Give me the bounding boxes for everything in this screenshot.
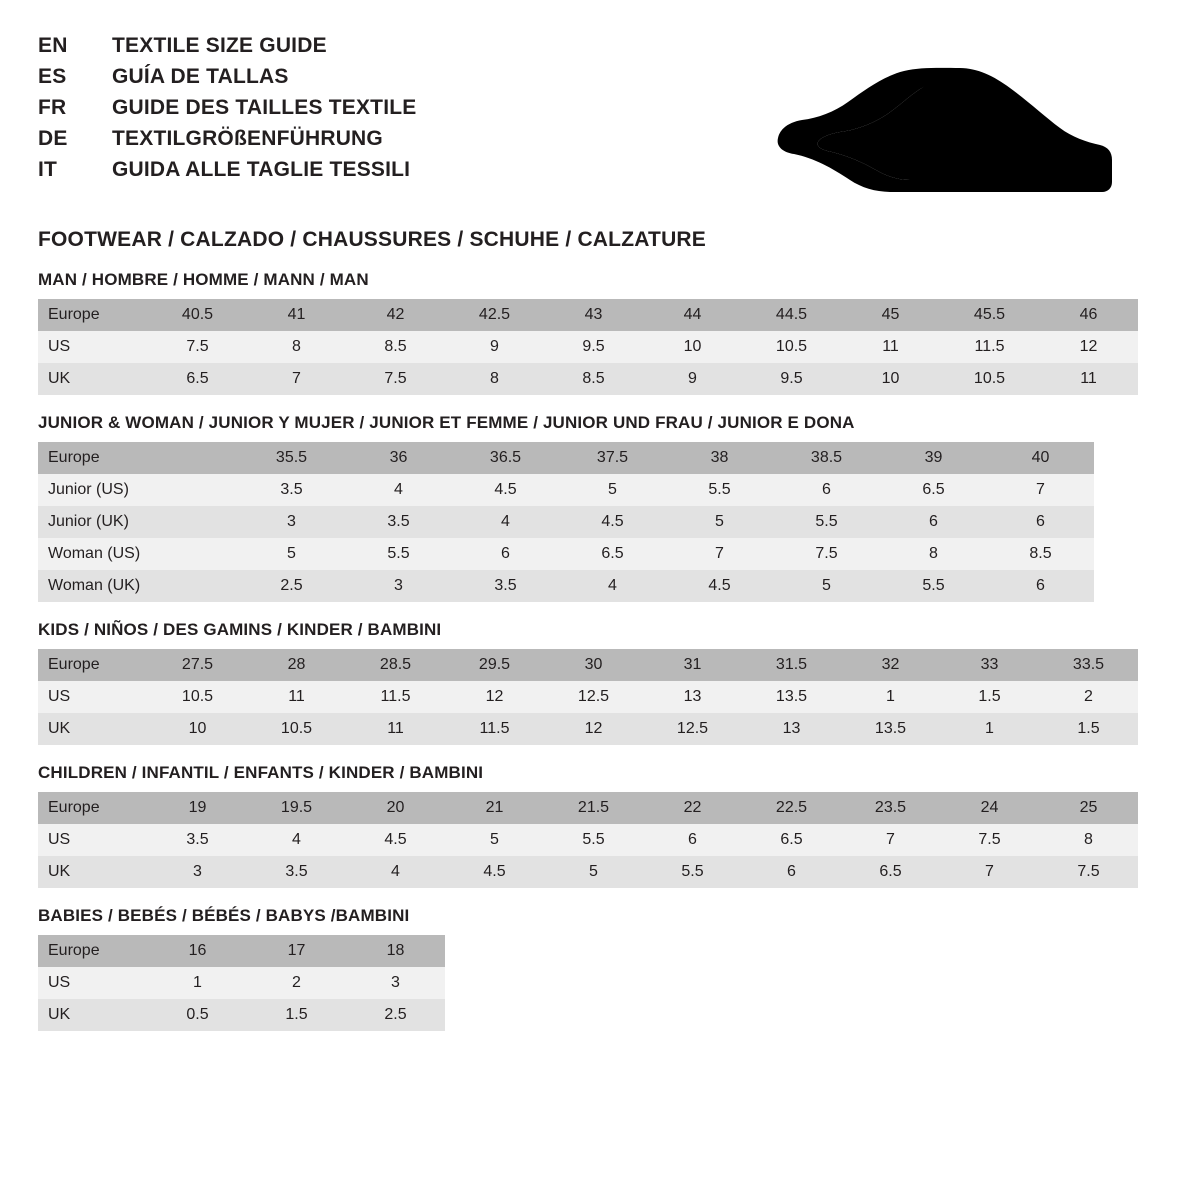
size-cell: 7 bbox=[987, 474, 1094, 506]
language-row bbox=[38, 96, 416, 127]
size-cell: 3.5 bbox=[247, 856, 346, 888]
size-cell: 38.5 bbox=[773, 442, 880, 474]
language-code: EN bbox=[38, 34, 68, 57]
language-title: GUIDE DES TAILLES TEXTILE bbox=[112, 96, 417, 119]
size-cell: 5 bbox=[445, 824, 544, 856]
row-label: Junior (UK) bbox=[38, 506, 238, 538]
language-row bbox=[38, 158, 416, 189]
size-cell: 7.5 bbox=[940, 824, 1039, 856]
size-cell: 10.5 bbox=[148, 681, 247, 713]
row-label: US bbox=[38, 331, 148, 363]
size-table bbox=[38, 299, 1138, 395]
size-cell: 5 bbox=[559, 474, 666, 506]
size-cell: 44 bbox=[643, 299, 742, 331]
size-cell: 40 bbox=[987, 442, 1094, 474]
size-cell: 2.5 bbox=[238, 570, 345, 602]
size-cell: 3 bbox=[346, 967, 445, 999]
table-row bbox=[38, 442, 1094, 474]
language-code: IT bbox=[38, 158, 58, 181]
size-table-title: CHILDREN / INFANTIL / ENFANTS / KINDER / BAMBINI bbox=[38, 763, 484, 782]
table-row bbox=[38, 474, 1094, 506]
size-cell: 1.5 bbox=[247, 999, 346, 1031]
size-cell: 7 bbox=[666, 538, 773, 570]
size-cell: 28.5 bbox=[346, 649, 445, 681]
size-cell: 6.5 bbox=[559, 538, 666, 570]
row-label: Europe bbox=[38, 792, 148, 824]
size-table-block bbox=[38, 413, 1162, 602]
table-row bbox=[38, 935, 445, 967]
size-cell: 6.5 bbox=[880, 474, 987, 506]
size-cell: 30 bbox=[544, 649, 643, 681]
size-cell: 24 bbox=[940, 792, 1039, 824]
size-table-block bbox=[38, 906, 1162, 1031]
size-cell: 13 bbox=[643, 681, 742, 713]
table-row bbox=[38, 856, 1138, 888]
size-cell: 4.5 bbox=[559, 506, 666, 538]
size-cell: 18 bbox=[346, 935, 445, 967]
size-cell: 5.5 bbox=[643, 856, 742, 888]
size-cell: 9 bbox=[643, 363, 742, 395]
size-cell: 27.5 bbox=[148, 649, 247, 681]
size-table-title: JUNIOR & WOMAN / JUNIOR Y MUJER / JUNIOR ET FEMME / JUNIOR UND FRAU / JUNIOR E DONA bbox=[38, 413, 855, 432]
size-cell: 8 bbox=[1039, 824, 1138, 856]
size-cell: 8 bbox=[880, 538, 987, 570]
size-cell: 31.5 bbox=[742, 649, 841, 681]
size-table-block bbox=[38, 763, 1162, 888]
size-cell: 6.5 bbox=[148, 363, 247, 395]
size-cell: 42.5 bbox=[445, 299, 544, 331]
size-cell: 1 bbox=[841, 681, 940, 713]
size-cell: 39 bbox=[880, 442, 987, 474]
size-cell: 10 bbox=[841, 363, 940, 395]
size-cell: 37.5 bbox=[559, 442, 666, 474]
size-table bbox=[38, 442, 1094, 602]
size-cell: 6 bbox=[742, 856, 841, 888]
size-cell: 6 bbox=[773, 474, 880, 506]
size-cell: 36 bbox=[345, 442, 452, 474]
size-cell: 9.5 bbox=[544, 331, 643, 363]
size-cell: 12 bbox=[445, 681, 544, 713]
size-cell: 19 bbox=[148, 792, 247, 824]
size-cell: 4.5 bbox=[666, 570, 773, 602]
size-cell: 12.5 bbox=[643, 713, 742, 745]
language-code: DE bbox=[38, 127, 68, 150]
size-cell: 7.5 bbox=[1039, 856, 1138, 888]
size-cell: 8.5 bbox=[987, 538, 1094, 570]
table-row bbox=[38, 331, 1138, 363]
dress-shoe-icon bbox=[772, 62, 1132, 202]
size-cell: 4 bbox=[345, 474, 452, 506]
language-code: ES bbox=[38, 65, 67, 88]
size-cell: 11 bbox=[346, 713, 445, 745]
size-cell: 13.5 bbox=[841, 713, 940, 745]
size-cell: 8.5 bbox=[544, 363, 643, 395]
size-cell: 12.5 bbox=[544, 681, 643, 713]
size-cell: 3.5 bbox=[452, 570, 559, 602]
size-cell: 43 bbox=[544, 299, 643, 331]
size-cell: 33.5 bbox=[1039, 649, 1138, 681]
table-row bbox=[38, 999, 445, 1031]
size-table bbox=[38, 935, 445, 1031]
size-cell: 5.5 bbox=[345, 538, 452, 570]
size-cell: 13 bbox=[742, 713, 841, 745]
row-label: Woman (US) bbox=[38, 538, 238, 570]
size-cell: 44.5 bbox=[742, 299, 841, 331]
table-row bbox=[38, 538, 1094, 570]
size-cell: 36.5 bbox=[452, 442, 559, 474]
size-cell: 4 bbox=[247, 824, 346, 856]
table-row bbox=[38, 967, 445, 999]
size-table-title: BABIES / BEBÉS / BÉBÉS / BABYS /BAMBINI bbox=[38, 906, 410, 925]
size-cell: 9 bbox=[445, 331, 544, 363]
size-cell: 6 bbox=[643, 824, 742, 856]
size-cell: 4.5 bbox=[346, 824, 445, 856]
size-cell: 11.5 bbox=[346, 681, 445, 713]
size-cell: 10.5 bbox=[742, 331, 841, 363]
language-title: TEXTILGRÖßENFÜHRUNG bbox=[112, 127, 383, 150]
row-label: US bbox=[38, 967, 148, 999]
size-cell: 38 bbox=[666, 442, 773, 474]
size-table-block bbox=[38, 620, 1162, 745]
table-row bbox=[38, 570, 1094, 602]
size-cell: 7.5 bbox=[346, 363, 445, 395]
size-cell: 31 bbox=[643, 649, 742, 681]
size-cell: 4 bbox=[559, 570, 666, 602]
category-heading: FOOTWEAR / CALZADO / CHAUSSURES / SCHUHE / CALZATURE bbox=[38, 228, 707, 251]
size-cell: 3.5 bbox=[148, 824, 247, 856]
size-cell: 16 bbox=[148, 935, 247, 967]
row-label: UK bbox=[38, 999, 148, 1031]
language-row bbox=[38, 127, 416, 158]
size-cell: 12 bbox=[1039, 331, 1138, 363]
size-cell: 3.5 bbox=[238, 474, 345, 506]
size-cell: 1.5 bbox=[940, 681, 1039, 713]
size-cell: 8.5 bbox=[346, 331, 445, 363]
row-label: Europe bbox=[38, 935, 148, 967]
size-cell: 11 bbox=[841, 331, 940, 363]
size-cell: 22 bbox=[643, 792, 742, 824]
size-cell: 5.5 bbox=[880, 570, 987, 602]
size-cell: 3 bbox=[345, 570, 452, 602]
size-cell: 9.5 bbox=[742, 363, 841, 395]
size-cell: 5 bbox=[666, 506, 773, 538]
size-cell: 6 bbox=[880, 506, 987, 538]
row-label: UK bbox=[38, 363, 148, 395]
size-cell: 21 bbox=[445, 792, 544, 824]
size-cell: 25 bbox=[1039, 792, 1138, 824]
table-row bbox=[38, 713, 1138, 745]
size-cell: 7.5 bbox=[773, 538, 880, 570]
size-cell: 21.5 bbox=[544, 792, 643, 824]
size-cell: 13.5 bbox=[742, 681, 841, 713]
size-table bbox=[38, 649, 1138, 745]
size-cell: 3 bbox=[148, 856, 247, 888]
size-cell: 10 bbox=[643, 331, 742, 363]
size-cell: 11.5 bbox=[940, 331, 1039, 363]
size-cell: 28 bbox=[247, 649, 346, 681]
row-label: Woman (UK) bbox=[38, 570, 238, 602]
size-cell: 33 bbox=[940, 649, 1039, 681]
size-cell: 5 bbox=[773, 570, 880, 602]
size-cell: 7 bbox=[247, 363, 346, 395]
size-cell: 45 bbox=[841, 299, 940, 331]
table-row bbox=[38, 681, 1138, 713]
size-cell: 1 bbox=[940, 713, 1039, 745]
row-label: Europe bbox=[38, 442, 238, 474]
size-cell: 4.5 bbox=[445, 856, 544, 888]
row-label: UK bbox=[38, 856, 148, 888]
size-cell: 4 bbox=[452, 506, 559, 538]
size-cell: 6 bbox=[987, 506, 1094, 538]
row-label: UK bbox=[38, 713, 148, 745]
size-cell: 5.5 bbox=[666, 474, 773, 506]
size-cell: 3.5 bbox=[345, 506, 452, 538]
table-row bbox=[38, 824, 1138, 856]
size-cell: 6 bbox=[987, 570, 1094, 602]
size-cell: 23.5 bbox=[841, 792, 940, 824]
language-title: TEXTILE SIZE GUIDE bbox=[112, 34, 327, 57]
size-cell: 5.5 bbox=[773, 506, 880, 538]
row-label: Junior (US) bbox=[38, 474, 238, 506]
row-label: US bbox=[38, 681, 148, 713]
table-row bbox=[38, 299, 1138, 331]
size-cell: 11.5 bbox=[445, 713, 544, 745]
size-cell: 5 bbox=[544, 856, 643, 888]
table-row bbox=[38, 792, 1138, 824]
size-cell: 41 bbox=[247, 299, 346, 331]
size-cell: 3 bbox=[238, 506, 345, 538]
table-row bbox=[38, 363, 1138, 395]
row-label: Europe bbox=[38, 649, 148, 681]
language-title-list bbox=[38, 34, 416, 189]
language-row bbox=[38, 34, 416, 65]
size-cell: 7 bbox=[841, 824, 940, 856]
size-cell: 12 bbox=[544, 713, 643, 745]
size-cell: 4.5 bbox=[452, 474, 559, 506]
size-cell: 6.5 bbox=[841, 856, 940, 888]
size-cell: 22.5 bbox=[742, 792, 841, 824]
size-cell: 45.5 bbox=[940, 299, 1039, 331]
page-header bbox=[38, 34, 1162, 202]
size-cell: 10.5 bbox=[247, 713, 346, 745]
tables-container bbox=[38, 270, 1162, 1031]
size-cell: 2.5 bbox=[346, 999, 445, 1031]
table-row bbox=[38, 649, 1138, 681]
size-cell: 7.5 bbox=[148, 331, 247, 363]
size-table-title: MAN / HOMBRE / HOMME / MANN / MAN bbox=[38, 270, 369, 289]
size-cell: 11 bbox=[247, 681, 346, 713]
size-cell: 20 bbox=[346, 792, 445, 824]
size-table-block bbox=[38, 270, 1162, 395]
row-label: Europe bbox=[38, 299, 148, 331]
size-cell: 2 bbox=[247, 967, 346, 999]
size-cell: 0.5 bbox=[148, 999, 247, 1031]
language-title: GUIDA ALLE TAGLIE TESSILI bbox=[112, 158, 411, 181]
size-table bbox=[38, 792, 1138, 888]
size-cell: 10.5 bbox=[940, 363, 1039, 395]
size-cell: 5 bbox=[238, 538, 345, 570]
row-label: US bbox=[38, 824, 148, 856]
size-cell: 5.5 bbox=[544, 824, 643, 856]
size-table-title: KIDS / NIÑOS / DES GAMINS / KINDER / BAMBINI bbox=[38, 620, 442, 639]
language-title: GUÍA DE TALLAS bbox=[112, 65, 289, 88]
size-cell: 42 bbox=[346, 299, 445, 331]
size-cell: 1 bbox=[148, 967, 247, 999]
size-cell: 6 bbox=[452, 538, 559, 570]
size-cell: 40.5 bbox=[148, 299, 247, 331]
size-cell: 29.5 bbox=[445, 649, 544, 681]
size-cell: 4 bbox=[346, 856, 445, 888]
table-row bbox=[38, 506, 1094, 538]
size-cell: 8 bbox=[445, 363, 544, 395]
size-cell: 17 bbox=[247, 935, 346, 967]
size-cell: 46 bbox=[1039, 299, 1138, 331]
size-cell: 11 bbox=[1039, 363, 1138, 395]
language-code: FR bbox=[38, 96, 67, 119]
size-cell: 1.5 bbox=[1039, 713, 1138, 745]
language-row bbox=[38, 65, 416, 96]
size-cell: 10 bbox=[148, 713, 247, 745]
size-cell: 6.5 bbox=[742, 824, 841, 856]
size-cell: 35.5 bbox=[238, 442, 345, 474]
size-cell: 19.5 bbox=[247, 792, 346, 824]
size-cell: 7 bbox=[940, 856, 1039, 888]
size-cell: 2 bbox=[1039, 681, 1138, 713]
size-cell: 8 bbox=[247, 331, 346, 363]
size-cell: 32 bbox=[841, 649, 940, 681]
